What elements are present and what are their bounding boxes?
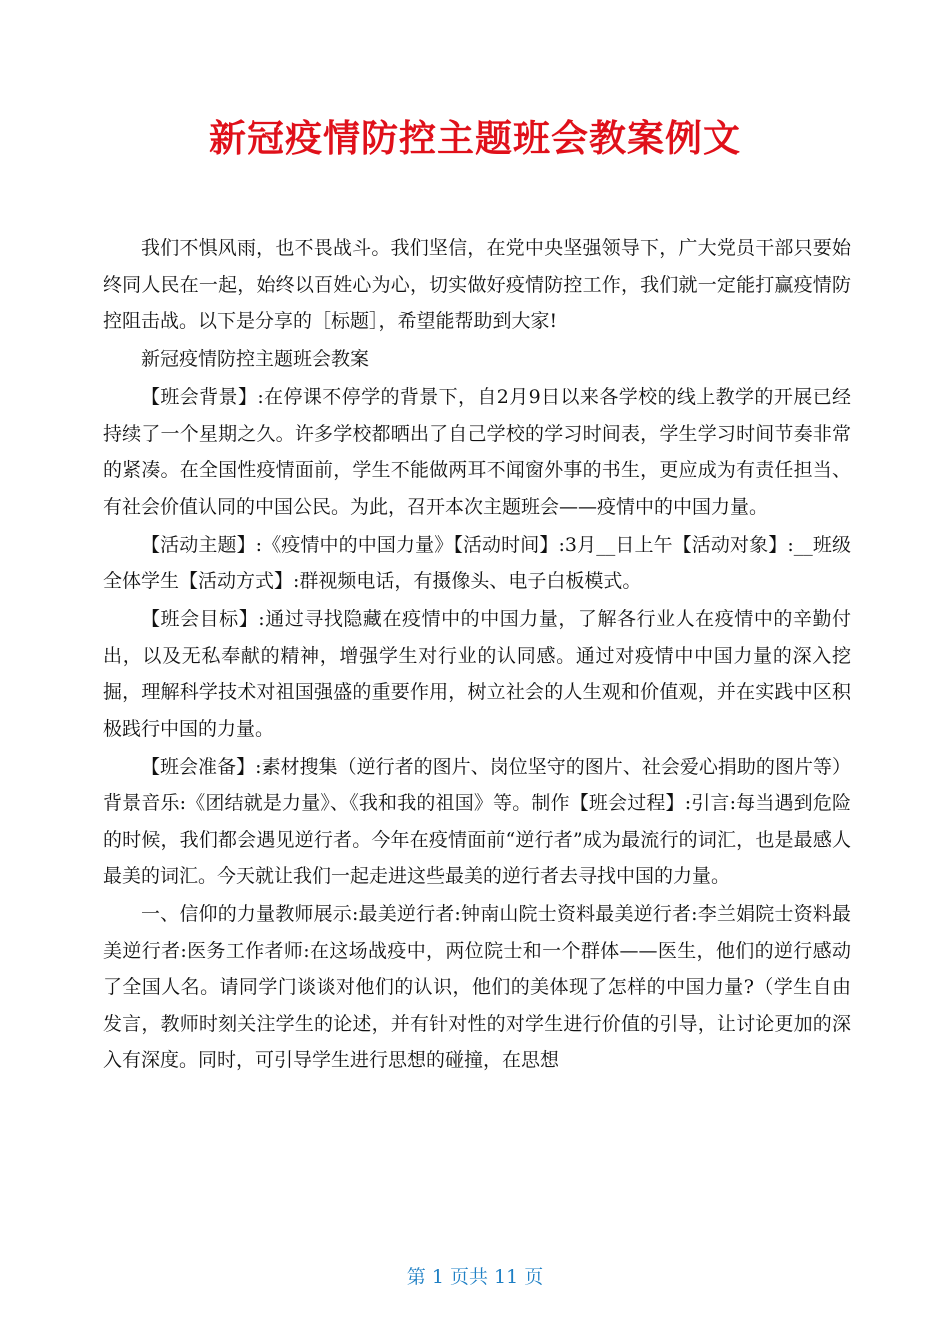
paragraph-background: 【班会背景】:在停课不停学的背景下，自2月9日以来各学校的线上教学的开展已经持续了一个星期之久。许多学校都晒出了自己学校的学习时间表，学生学习时间节奏非常的紧凑。在全国性疫情面前，学生不能做两耳不闻窗外事的书生，更应成为有责任担当、有社会价值认同的中国公民。为此，召开本次主题班会——疫情中的中国力量。 bbox=[103, 386, 851, 518]
paragraph-preparation: 【班会准备】:素材搜集（逆行者的图片、岗位坚守的图片、社会爱心捐助的图片等）背景音乐:《团结就是力量》、《我和我的祖国》等。制作【班会过程】:引言:每当遇到危险的时候，我们都会遇见逆行者。今年在疫情面前“逆行者”成为最流行的词汇，也是最感人最美的词汇。今天就让我们一起走进这些最美的逆行者去寻找中国的力量。 bbox=[103, 755, 851, 887]
paragraph-activity: 【活动主题】:《疫情中的中国力量》【活动时间】:3月__日上午【活动对象】:__班级全体学生【活动方式】:群视频电话，有摄像头、电子白板模式。 bbox=[103, 533, 851, 592]
document-body bbox=[103, 230, 851, 1080]
paragraph-intro: 我们不惧风雨，也不畏战斗。我们坚信，在党中央坚强领导下，广大党员干部只要始终同人民在一起，始终以百姓心为心，切实做好疫情防控工作，我们就一定能打赢疫情防控阻击战。以下是分享的［标题］，希望能帮助到大家! bbox=[103, 237, 851, 332]
paragraph-subtitle: 新冠疫情防控主题班会教案 bbox=[141, 348, 370, 370]
paragraph-goals: 【班会目标】:通过寻找隐藏在疫情中的中国力量，了解各行业人在疫情中的辛勤付出，以及无私奉献的精神，增强学生对行业的认同感。通过对疫情中中国力量的深入挖掘，理解科学技术对祖国强盛的重要作用，树立社会的人生观和价值观，并在实践中区积极践行中国的力量。 bbox=[103, 608, 851, 740]
paragraph-section-one: 一、信仰的力量教师展示:最美逆行者:钟南山院士资料最美逆行者:李兰娟院士资料最美逆行者:医务工作者师:在这场战疫中，两位院士和一个群体——医生，他们的逆行感动了全国人名。请同学门谈谈对他们的认识，他们的美体现了怎样的中国力量?（学生自由发言，教师时刻关注学生的论述，并有针对性的对学生进行价值的引导，让讨论更加的深入有深度。同时，可引导学生进行思想的碰撞，在思想 bbox=[103, 903, 851, 1071]
page-number: 第 1 页共 11 页 bbox=[406, 1266, 544, 1288]
document-title: 新冠疫情防控主题班会教案例文 bbox=[209, 117, 741, 160]
